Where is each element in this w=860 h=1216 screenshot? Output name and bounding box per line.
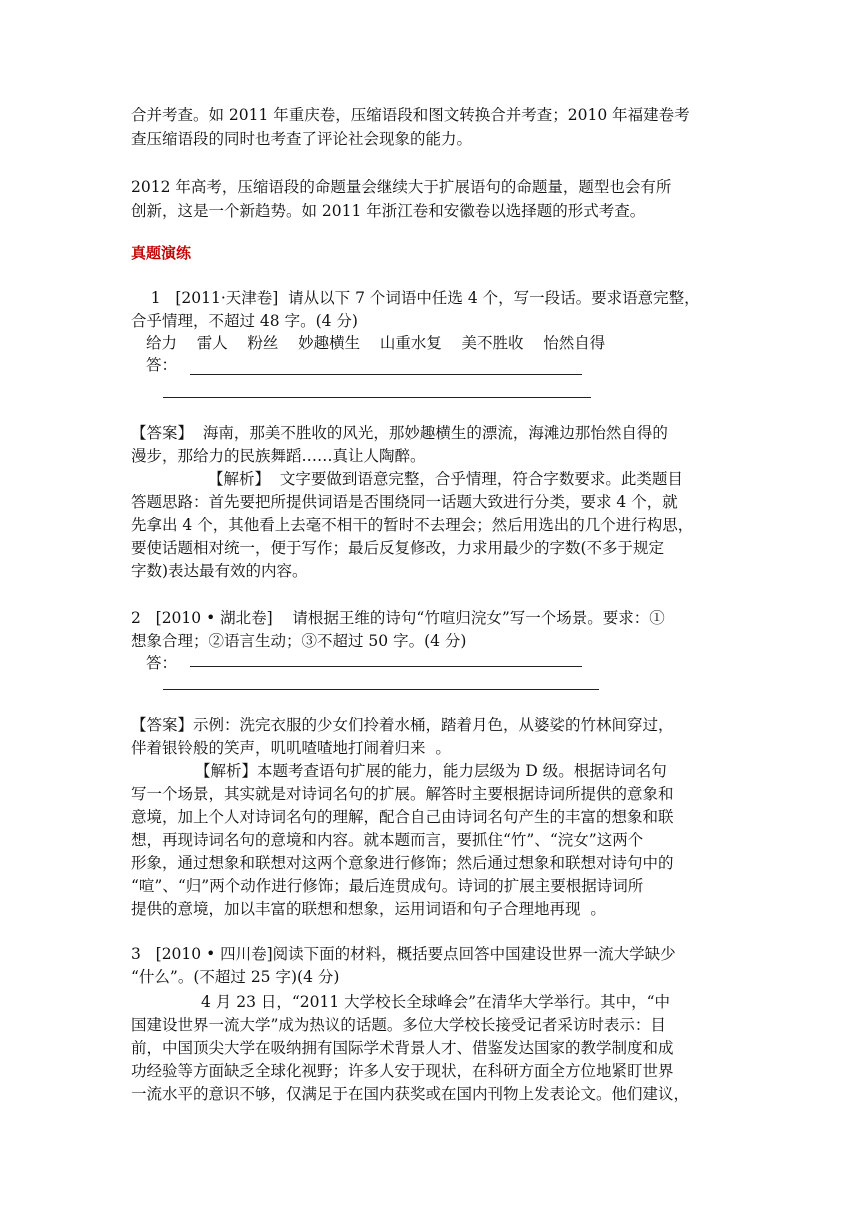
q2-answer-line-2: 伴着银铃般的笑声，叽叽喳喳地打闹着归来 。 (131, 739, 451, 757)
q2-answer-blank-1 (190, 666, 582, 667)
q3-stem-line-1: 3 [2010 • 四川卷]阅读下面的材料，概括要点回答中国建设世界一流大学缺少 (131, 945, 676, 963)
q1-analysis-line-3: 先拿出 4 个，其他看上去毫不相干的暂时不去理会；然后用选出的几个进行构思， (131, 516, 694, 534)
q2-answer-label: 答： (146, 654, 178, 672)
q2-analysis-line-7: 提供的意境，加以丰富的联想和想象，运用词语和句子合理地再现 。 (131, 900, 606, 918)
q1-answer-blank-2 (163, 397, 591, 398)
q3-stem-line-2: “什么”。(不超过 25 字)(4 分) (131, 968, 340, 986)
q1-word-list: 给力 雷人 粉丝 妙趣横生 山重水复 美不胜收 怡然自得 (146, 334, 606, 352)
q2-answer-blank-2 (163, 689, 599, 690)
q2-analysis-line-3: 意境，加上个人对诗词名句的理解，配合自己由诗词名句产生的丰富的想象和联 (131, 808, 674, 826)
q1-stem-line-2: 合乎情理，不超过 48 字。(4 分) (131, 312, 358, 330)
q2-analysis-line-4: 想，再现诗词名句的意境和内容。就本题而言，要抓住“竹”、“浣女”这两个 (131, 831, 644, 849)
q1-analysis-line-2: 答题思路：首先要把所提供词语是否围绕同一话题大致进行分类，要求 4 个，就 (131, 493, 678, 511)
q3-material-line-1: 4 月 23 日，“2011 大学校长全球峰会”在清华大学举行。其中，“中 (201, 993, 671, 1011)
q1-analysis-line-4: 要使话题相对统一，便于写作；最后反复修改，力求用最少的字数(不多于规定 (131, 539, 665, 557)
q1-analysis-line-5: 字数)表达最有效的内容。 (131, 562, 308, 580)
section-heading: 真题演练 (131, 244, 192, 262)
q3-material-line-5: 一流水平的意识不够，仅满足于在国内获奖或在国内刊物上发表论文。他们建议， (131, 1085, 690, 1103)
q2-analysis-line-2: 写一个场景，其实就是对诗词名句的扩展。解答时主要根据诗词所提供的意象和 (131, 785, 674, 803)
q1-answer-line-2: 漫步，那给力的民族舞蹈……真让人陶醉。 (131, 447, 426, 465)
q3-material-line-2: 国建设世界一流大学”成为热议的话题。多位大学校长接受记者采访时表示：目 (131, 1016, 666, 1034)
intro-p2-line-1: 2012 年高考，压缩语段的命题量会继续大于扩展语句的命题量，题型也会有所 (131, 178, 672, 196)
q3-material-line-3: 前，中国顶尖大学在吸纳拥有国际学术背景人才、借鉴发达国家的教学制度和成 (131, 1039, 674, 1057)
q1-answer-blank-1 (190, 374, 582, 375)
q2-answer-line-1: 【答案】示例：洗完衣服的少女们拎着水桶，踏着月色，从婆娑的竹林间穿过， (131, 716, 674, 734)
intro-p2-line-2: 创新，这是一个新趋势。如 2011 年浙江卷和安徽卷以选择题的形式考查。 (131, 202, 646, 220)
q1-stem-line-1: 1 [2011·天津卷] 请从以下 7 个词语中任选 4 个，写一段话。要求语意完整， (131, 289, 700, 307)
q2-analysis-line-5: 形象，通过想象和联想对这两个意象进行修饰；然后通过想象和联想对诗句中的 (131, 854, 674, 872)
q2-stem-line-1: 2 [2010 • 湖北卷] 请根据王维的诗句“竹喧归浣女”写一个场景。要求：① (131, 609, 665, 627)
q1-analysis-line-1: 【解析】 文字要做到语意完整，合乎情理，符合字数要求。此类题目 (208, 470, 683, 488)
q2-stem-line-2: 想象合理；②语言生动；③不超过 50 字。(4 分) (131, 632, 467, 650)
intro-p1-line-2: 查压缩语段的同时也考查了评论社会现象的能力。 (131, 130, 473, 148)
intro-p1-line-1: 合并考查。如 2011 年重庆卷，压缩语段和图文转换合并考查；2010 年福建卷考 (131, 106, 690, 124)
q2-analysis-line-6: “喧”、“归”两个动作进行修饰；最后连贯成句。诗词的扩展主要根据诗词所 (131, 877, 644, 895)
q3-material-line-4: 功经验等方面缺乏全球化视野；许多人安于现状，在科研方面全方位地紧盯世界 (131, 1062, 674, 1080)
q1-answer-line-1: 【答案】 海南，那美不胜收的风光，那妙趣横生的漂流，海滩边那怡然自得的 (131, 424, 668, 442)
q2-analysis-line-1: 【解析】本题考查语句扩展的能力，能力层级为 D 级。根据诗词名句 (195, 762, 667, 780)
q1-answer-label: 答： (146, 356, 178, 374)
